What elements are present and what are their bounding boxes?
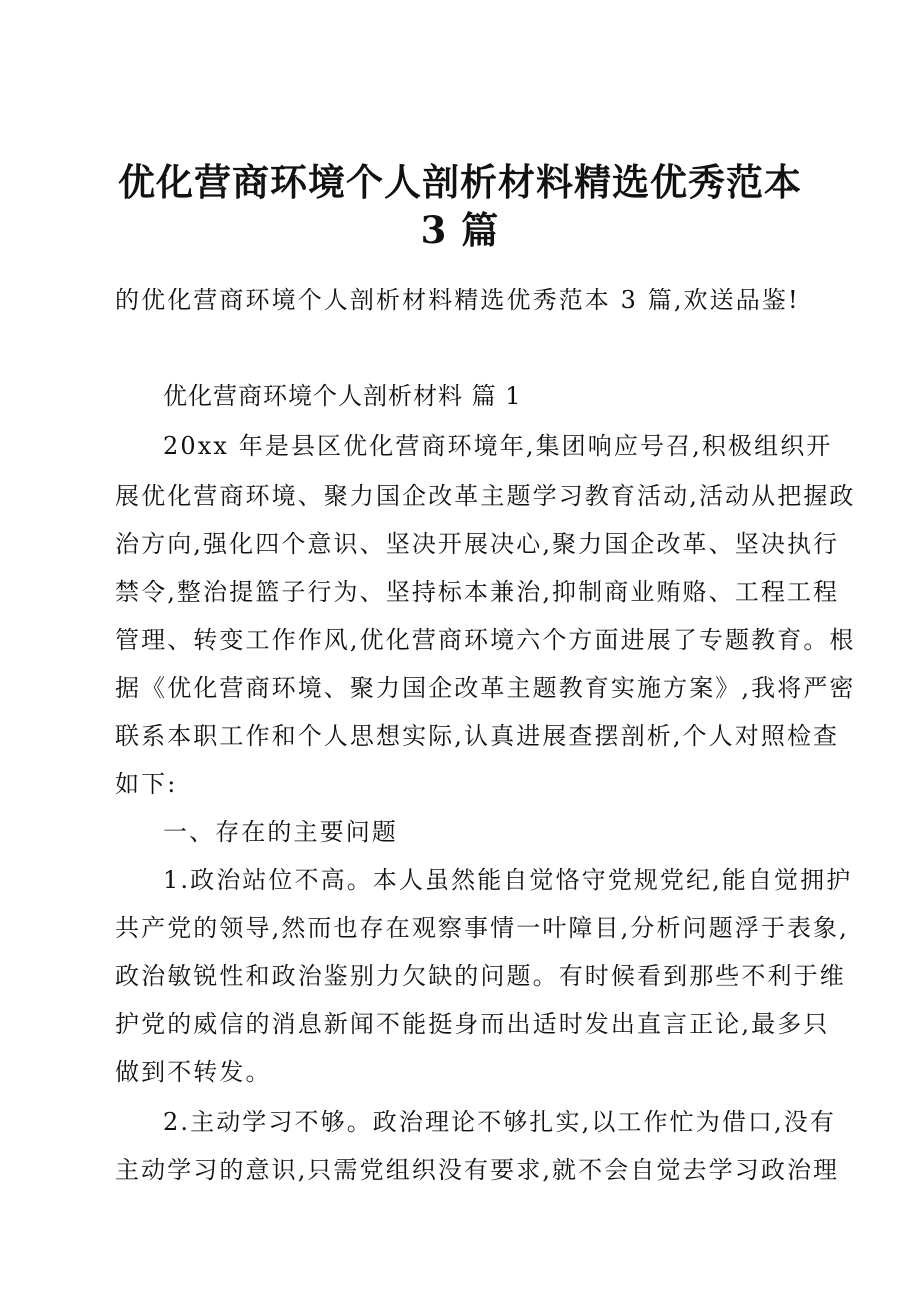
paragraph-line: 治方向,强化四个意识、坚决开展决心,聚力国企改革、坚决执行: [115, 530, 840, 558]
document-title: [115, 158, 805, 254]
item1-line: 做到不转发。: [115, 1058, 272, 1086]
title-line-2: 3 篇: [420, 208, 500, 252]
paragraph-line: 如下:: [115, 770, 178, 798]
paragraph-line: 展优化营商环境、聚力国企改革主题学习教育活动,活动从把握政: [115, 482, 856, 510]
item2-line: 2.主动学习不够。政治理论不够扎实,以工作忙为借口,没有: [163, 1108, 836, 1136]
paragraph-line: 据《优化营商环境、聚力国企改革主题教育实施方案》,我将严密: [115, 674, 856, 702]
item2-line: 主动学习的意识,只需党组织没有要求,就不会自觉去学习政治理: [115, 1156, 840, 1184]
title-line-1: 优化营商环境个人剖析材料精选优秀范本: [118, 160, 802, 204]
paragraph-line: 20xx 年是县区优化营商环境年,集团响应号召,积极组织开: [163, 432, 833, 460]
paragraph-line: 联系本职工作和个人思想实际,认真进展查摆剖析,个人对照检查: [115, 722, 840, 750]
item1-line: 护党的威信的消息新闻不能挺身而出适时发出直言正论,最多只: [115, 1010, 830, 1038]
item1-line: 1.政治站位不高。本人虽然能自觉恪守党规党纪,能自觉拥护: [163, 866, 853, 894]
paragraph-line: 管理、转变工作作风,优化营商环境六个方面进展了专题教育。根: [115, 626, 856, 654]
section-heading: 优化营商环境个人剖析材料 篇 1: [163, 382, 522, 410]
paragraph-line: 禁令,整治提篮子行为、坚持标本兼治,抑制商业贿赂、工程工程: [115, 578, 840, 606]
problems-heading: 一、存在的主要问题: [163, 818, 398, 846]
intro-text: 的优化营商环境个人剖析材料精选优秀范本 3 篇,欢送品鉴!: [115, 286, 800, 314]
item1-line: 政治敏锐性和政治鉴别力欠缺的问题。有时候看到那些不利于维: [115, 962, 846, 990]
item1-line: 共产党的领导,然而也存在观察事情一叶障目,分析问题浮于表象,: [115, 914, 849, 942]
